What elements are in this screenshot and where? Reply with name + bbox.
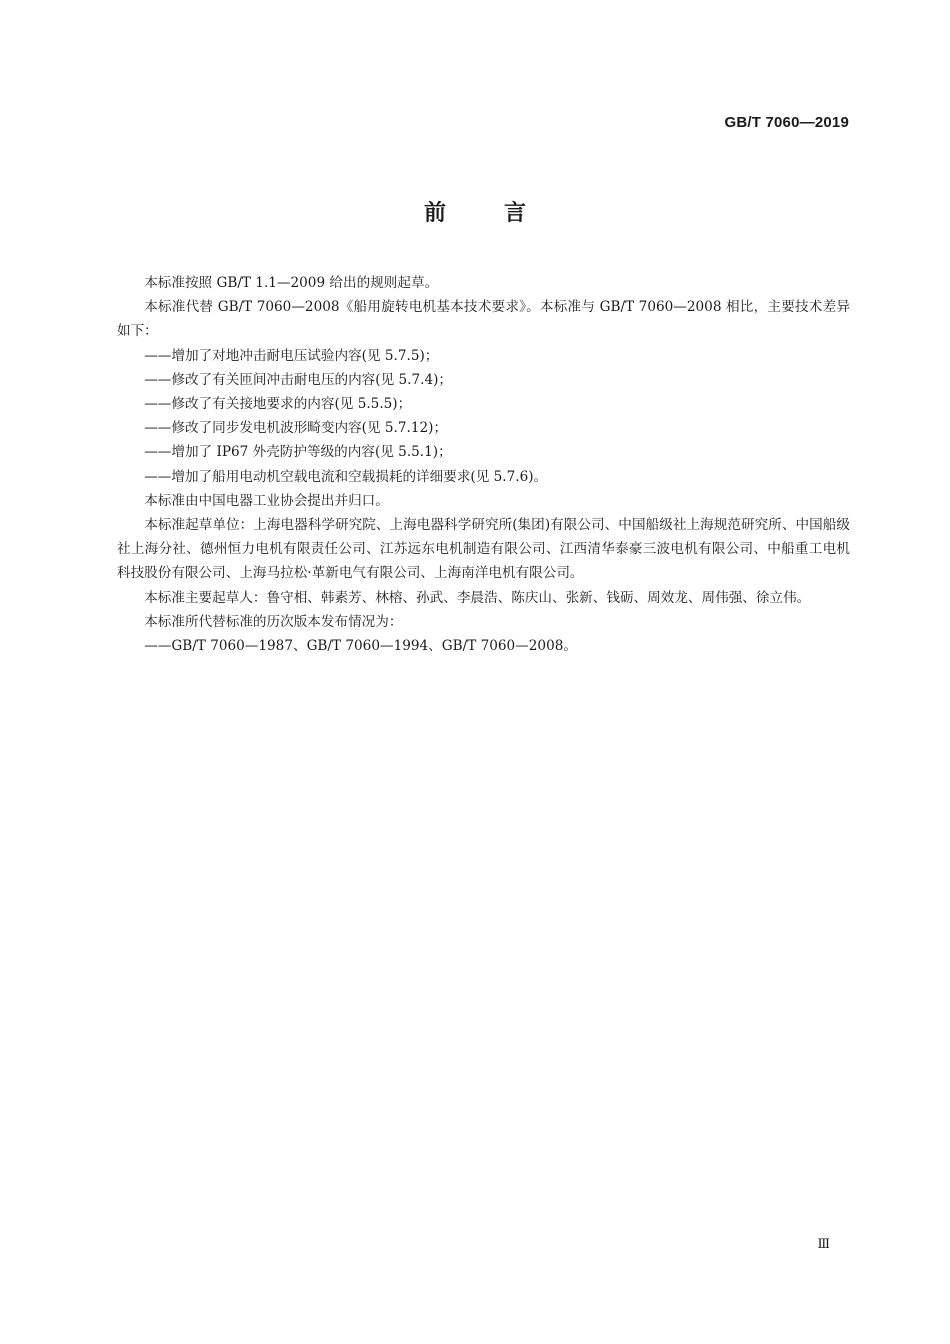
history-item: ——GB/T 7060—1987、GB/T 7060—1994、GB/T 7060—2008。 xyxy=(144,638,577,655)
paragraph-drafters: 本标准主要起草人：鲁守相、韩素芳、林榕、孙武、李晨浩、陈庆山、张新、钱砺、周效龙、周伟强、徐立伟。 xyxy=(144,589,811,606)
change-item: ——修改了有关匝间冲击耐电压的内容(见 5.7.4)； xyxy=(144,371,452,388)
change-item: ——增加了对地冲击耐电压试验内容(见 5.7.5)； xyxy=(144,347,439,364)
document-body xyxy=(117,271,850,658)
page-title: 前言 xyxy=(423,201,584,226)
paragraph-drafting-units: 本标准起草单位：上海电器科学研究院、上海电器科学研究所(集团)有限公司、中国船级社上海规范研究所、中国船级社上海分社、德州恒力电机有限责任公司、江苏远东电机制造有限公司、江西清华泰豪三波电机有限公司、中船重工电机科技股份有限公司、上海马拉松·革新电气有限公司、上海南洋电机有限公司。 xyxy=(117,517,850,582)
page-number: Ⅲ xyxy=(817,1237,830,1252)
paragraph-drafting-rules: 本标准按照 GB/T 1.1—2009 给出的规则起草。 xyxy=(144,275,439,291)
change-item: ——增加了 IP67 外壳防护等级的内容(见 5.5.1)； xyxy=(144,444,452,461)
paragraph-proposer: 本标准由中国电器工业协会提出并归口。 xyxy=(144,492,389,509)
paragraph-replacement: 本标准代替 GB/T 7060—2008《船用旋转电机基本技术要求》。本标准与 GB/T 7060—2008 相比，主要技术差异如下： xyxy=(117,299,850,340)
change-item: ——修改了同步发电机波形畸变内容(见 5.7.12)； xyxy=(144,420,448,437)
paragraph-history-intro: 本标准所代替标准的历次版本发布情况为： xyxy=(144,613,403,630)
change-item: ——修改了有关接地要求的内容(见 5.5.5)； xyxy=(144,396,412,413)
standard-code: GB/T 7060—2019 xyxy=(724,114,849,131)
change-item: ——增加了船用电动机空载电流和空载损耗的详细要求(见 5.7.6)。 xyxy=(144,468,548,485)
